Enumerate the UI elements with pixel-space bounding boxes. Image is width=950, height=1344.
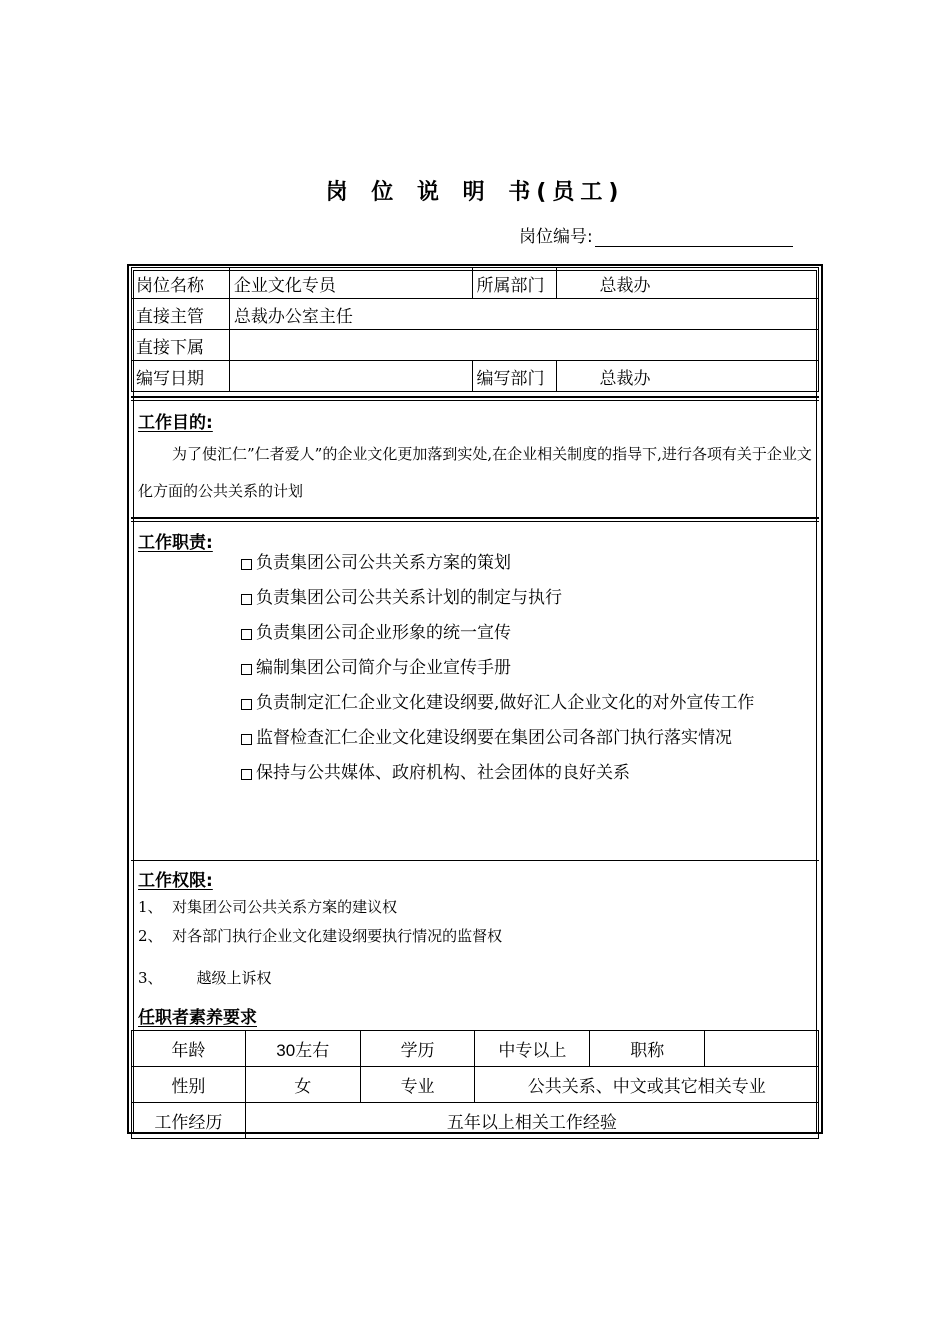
date-value: [229, 361, 472, 392]
checkbox-icon: [241, 769, 252, 780]
table-row: [132, 299, 819, 330]
gender-label: 性别: [132, 1067, 246, 1103]
list-item: 负责集团公司企业形象的统一宣传: [240, 616, 816, 651]
divider: [131, 860, 819, 861]
duties-list: [240, 546, 816, 791]
authority-heading: 工作权限:: [138, 871, 213, 891]
duties-heading: 工作职责:: [138, 533, 213, 553]
age-label: 年龄: [132, 1031, 246, 1067]
purpose-text: 为了使汇仁”仁者爱人”的企业文化更加落到实处,在企业相关制度的指导下,进行各项有关于企业文化方面的公共关系的计划: [138, 445, 812, 500]
list-item: 负责制定汇仁企业文化建设纲要,做好汇人企业文化的对外宣传工作: [240, 686, 816, 721]
divider: [131, 396, 819, 398]
list-item: 编制集团公司简介与企业宣传手册: [240, 651, 816, 686]
education-label: 学历: [360, 1031, 475, 1067]
title-value: [705, 1031, 819, 1067]
subordinate-value: [229, 330, 818, 361]
divider: [131, 400, 819, 401]
divider: [131, 517, 819, 519]
date-label: 编写日期: [132, 361, 230, 392]
table-row: [132, 268, 819, 299]
major-value: 公共关系、中文或其它相关专业: [475, 1067, 819, 1103]
checkbox-icon: [241, 699, 252, 710]
gender-value: 女: [245, 1067, 360, 1103]
dept-label: 所属部门: [472, 268, 557, 299]
table-row: [132, 361, 819, 392]
post-name-label: 岗位名称: [132, 268, 230, 299]
post-number-blank[interactable]: [595, 228, 793, 247]
experience-value: 五年以上相关工作经验: [245, 1103, 818, 1139]
requirements-heading: 任职者素养要求: [138, 1008, 257, 1028]
dept-value: 总裁办: [557, 268, 819, 299]
age-value: 30左右: [245, 1031, 360, 1067]
list-item: 保持与公共媒体、政府机构、社会团体的良好关系: [240, 756, 816, 791]
post-number-label: 岗位编号:: [519, 227, 593, 247]
checkbox-icon: [241, 629, 252, 640]
subordinate-label: 直接下属: [132, 330, 230, 361]
post-name-value: 企业文化专员: [229, 268, 472, 299]
table-row: [132, 1103, 819, 1139]
post-number-field: [519, 222, 793, 247]
document-title: 岗 位 说 明 书(员工): [325, 180, 625, 205]
education-value: 中专以上: [475, 1031, 590, 1067]
purpose-heading: 工作目的:: [138, 413, 213, 433]
list-item: 负责集团公司公共关系计划的制定与执行: [240, 581, 816, 616]
table-row: [132, 1067, 819, 1103]
table-row: [132, 1031, 819, 1067]
authority-item: 1、 对集团公司公共关系方案的建议权: [138, 898, 398, 916]
authority-item: 3、 越级上诉权: [138, 969, 272, 987]
checkbox-icon: [241, 559, 252, 570]
major-label: 专业: [360, 1067, 475, 1103]
supervisor-value: 总裁办公室主任: [229, 299, 818, 330]
experience-label: 工作经历: [132, 1103, 246, 1139]
divider: [131, 521, 819, 522]
author-dept-value: 总裁办: [557, 361, 819, 392]
requirements-table: [131, 1030, 819, 1139]
title-label: 职称: [590, 1031, 705, 1067]
authority-item: 2、 对各部门执行企业文化建设纲要执行情况的监督权: [138, 927, 503, 945]
table-row: [132, 330, 819, 361]
list-item: 负责集团公司公共关系方案的策划: [240, 546, 816, 581]
author-dept-label: 编写部门: [472, 361, 557, 392]
list-item: 监督检查汇仁企业文化建设纲要在集团公司各部门执行落实情况: [240, 721, 816, 756]
checkbox-icon: [241, 594, 252, 605]
supervisor-label: 直接主管: [132, 299, 230, 330]
checkbox-icon: [241, 734, 252, 745]
basic-info-table: [131, 267, 819, 392]
checkbox-icon: [241, 664, 252, 675]
